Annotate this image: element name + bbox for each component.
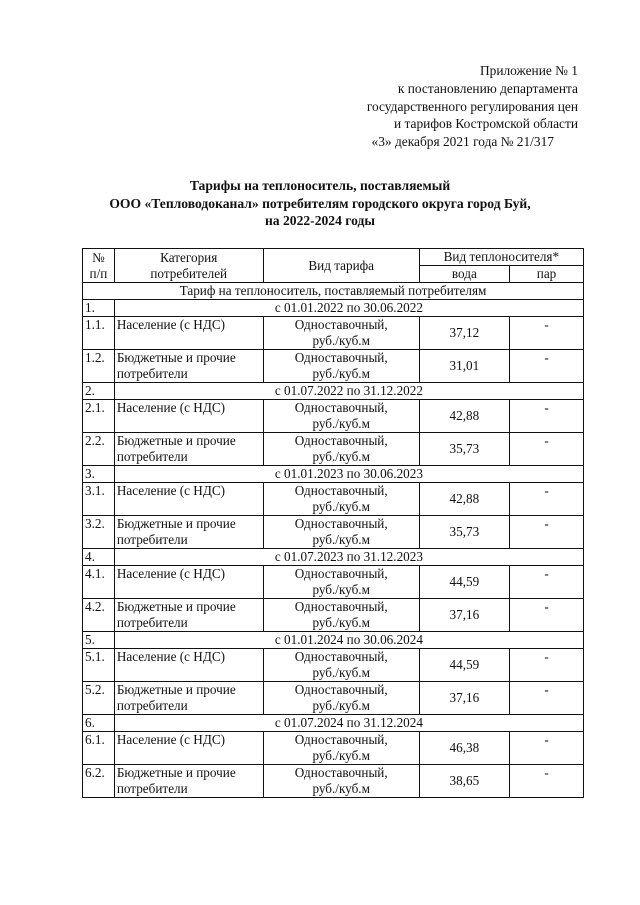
- row-category: Бюджетные и прочие потребители: [114, 516, 263, 549]
- title-line: Тарифы на теплоноситель, поставляемый: [189, 178, 451, 193]
- period-row: [83, 383, 584, 400]
- row-water-value: 37,16: [419, 682, 509, 715]
- appendix-block: [367, 62, 578, 151]
- table-row: [83, 649, 584, 682]
- row-steam-value: -: [510, 433, 584, 466]
- period-row: [83, 549, 584, 566]
- row-tariff-type: Одноставочный, руб./куб.м: [263, 516, 419, 549]
- period-label: с 01.01.2023 по 30.06.2023: [114, 466, 583, 483]
- row-tariff-type: Одноставочный, руб./куб.м: [263, 433, 419, 466]
- period-label: с 01.01.2022 по 30.06.2022: [114, 300, 583, 317]
- table-row: [83, 433, 584, 466]
- row-category: Население (с НДС): [114, 649, 263, 682]
- section-title: Тариф на теплоноситель, поставляемый потребителям: [83, 283, 584, 300]
- appendix-line: «3» декабря 2021 года № 21/317: [371, 134, 554, 150]
- row-num: 1.1.: [83, 317, 115, 350]
- row-tariff-type: Одноставочный, руб./куб.м: [263, 400, 419, 433]
- row-steam-value: -: [510, 317, 584, 350]
- row-num: 6.2.: [83, 765, 115, 798]
- row-steam-value: -: [510, 483, 584, 516]
- row-tariff-type: Одноставочный, руб./куб.м: [263, 682, 419, 715]
- header-category: Категория потребителей: [114, 249, 263, 283]
- row-num: 3.2.: [83, 516, 115, 549]
- header-water: вода: [419, 266, 509, 283]
- row-tariff-type: Одноставочный, руб./куб.м: [263, 599, 419, 632]
- row-steam-value: -: [510, 765, 584, 798]
- row-category: Бюджетные и прочие потребители: [114, 765, 263, 798]
- table-row: [83, 317, 584, 350]
- table-row: [83, 566, 584, 599]
- row-category: Население (с НДС): [114, 483, 263, 516]
- row-water-value: 35,73: [419, 516, 509, 549]
- period-num: 1.: [83, 300, 115, 317]
- table-row: [83, 682, 584, 715]
- header-num: № п/п: [83, 249, 115, 283]
- period-num: 4.: [83, 549, 115, 566]
- period-label: с 01.07.2023 по 31.12.2023: [114, 549, 583, 566]
- document-title: [0, 177, 640, 230]
- row-water-value: 44,59: [419, 566, 509, 599]
- appendix-line: государственного регулирования цен: [366, 98, 578, 114]
- row-steam-value: -: [510, 732, 584, 765]
- row-category: Население (с НДС): [114, 317, 263, 350]
- section-row: [83, 283, 584, 300]
- period-row: [83, 632, 584, 649]
- row-steam-value: -: [510, 566, 584, 599]
- table-row: [83, 400, 584, 433]
- row-water-value: 46,38: [419, 732, 509, 765]
- table-row: [83, 732, 584, 765]
- tariff-table: [82, 248, 584, 798]
- row-tariff-type: Одноставочный, руб./куб.м: [263, 317, 419, 350]
- row-num: 3.1.: [83, 483, 115, 516]
- row-tariff-type: Одноставочный, руб./куб.м: [263, 649, 419, 682]
- title-line: ООО «Тепловодоканал» потребителям городского округа город Буй,: [109, 195, 531, 211]
- period-label: с 01.07.2022 по 31.12.2022: [114, 383, 583, 400]
- row-steam-value: -: [510, 649, 584, 682]
- row-water-value: 37,16: [419, 599, 509, 632]
- row-steam-value: -: [510, 350, 584, 383]
- row-tariff-type: Одноставочный, руб./куб.м: [263, 566, 419, 599]
- period-num: 2.: [83, 383, 115, 400]
- row-steam-value: -: [510, 400, 584, 433]
- row-water-value: 44,59: [419, 649, 509, 682]
- table-row: [83, 516, 584, 549]
- period-row: [83, 300, 584, 317]
- row-tariff-type: Одноставочный, руб./куб.м: [263, 483, 419, 516]
- table-header: [83, 249, 584, 283]
- row-num: 6.1.: [83, 732, 115, 765]
- row-category: Население (с НДС): [114, 400, 263, 433]
- row-num: 4.2.: [83, 599, 115, 632]
- appendix-line: и тарифов Костромской области: [394, 116, 578, 132]
- row-num: 2.2.: [83, 433, 115, 466]
- period-row: [83, 466, 584, 483]
- row-category: Население (с НДС): [114, 732, 263, 765]
- appendix-line: к постановлению департамента: [397, 80, 578, 96]
- row-num: 2.1.: [83, 400, 115, 433]
- row-steam-value: -: [510, 682, 584, 715]
- row-num: 5.1.: [83, 649, 115, 682]
- row-num: 5.2.: [83, 682, 115, 715]
- period-num: 5.: [83, 632, 115, 649]
- header-steam: пар: [510, 266, 584, 283]
- row-category: Бюджетные и прочие потребители: [114, 350, 263, 383]
- row-category: Бюджетные и прочие потребители: [114, 433, 263, 466]
- row-steam-value: -: [510, 516, 584, 549]
- row-category: Бюджетные и прочие потребители: [114, 682, 263, 715]
- row-category: Население (с НДС): [114, 566, 263, 599]
- row-tariff-type: Одноставочный, руб./куб.м: [263, 765, 419, 798]
- row-tariff-type: Одноставочный, руб./куб.м: [263, 350, 419, 383]
- title-line: на 2022-2024 годы: [264, 213, 376, 228]
- period-label: с 01.01.2024 по 30.06.2024: [114, 632, 583, 649]
- table-body: [83, 283, 584, 798]
- table-row: [83, 483, 584, 516]
- period-num: 6.: [83, 715, 115, 732]
- row-water-value: 42,88: [419, 400, 509, 433]
- period-row: [83, 715, 584, 732]
- row-tariff-type: Одноставочный, руб./куб.м: [263, 732, 419, 765]
- period-num: 3.: [83, 466, 115, 483]
- row-num: 1.2.: [83, 350, 115, 383]
- row-category: Бюджетные и прочие потребители: [114, 599, 263, 632]
- row-water-value: 37,12: [419, 317, 509, 350]
- row-water-value: 35,73: [419, 433, 509, 466]
- appendix-line: Приложение № 1: [479, 63, 578, 78]
- table-row: [83, 350, 584, 383]
- period-label: с 01.07.2024 по 31.12.2024: [114, 715, 583, 732]
- row-num: 4.1.: [83, 566, 115, 599]
- header-carrier-group: Вид теплоносителя*: [419, 249, 583, 266]
- header-tariff-type: Вид тарифа: [263, 249, 419, 283]
- table-row: [83, 765, 584, 798]
- row-water-value: 42,88: [419, 483, 509, 516]
- row-water-value: 38,65: [419, 765, 509, 798]
- table-row: [83, 599, 584, 632]
- row-steam-value: -: [510, 599, 584, 632]
- row-water-value: 31,01: [419, 350, 509, 383]
